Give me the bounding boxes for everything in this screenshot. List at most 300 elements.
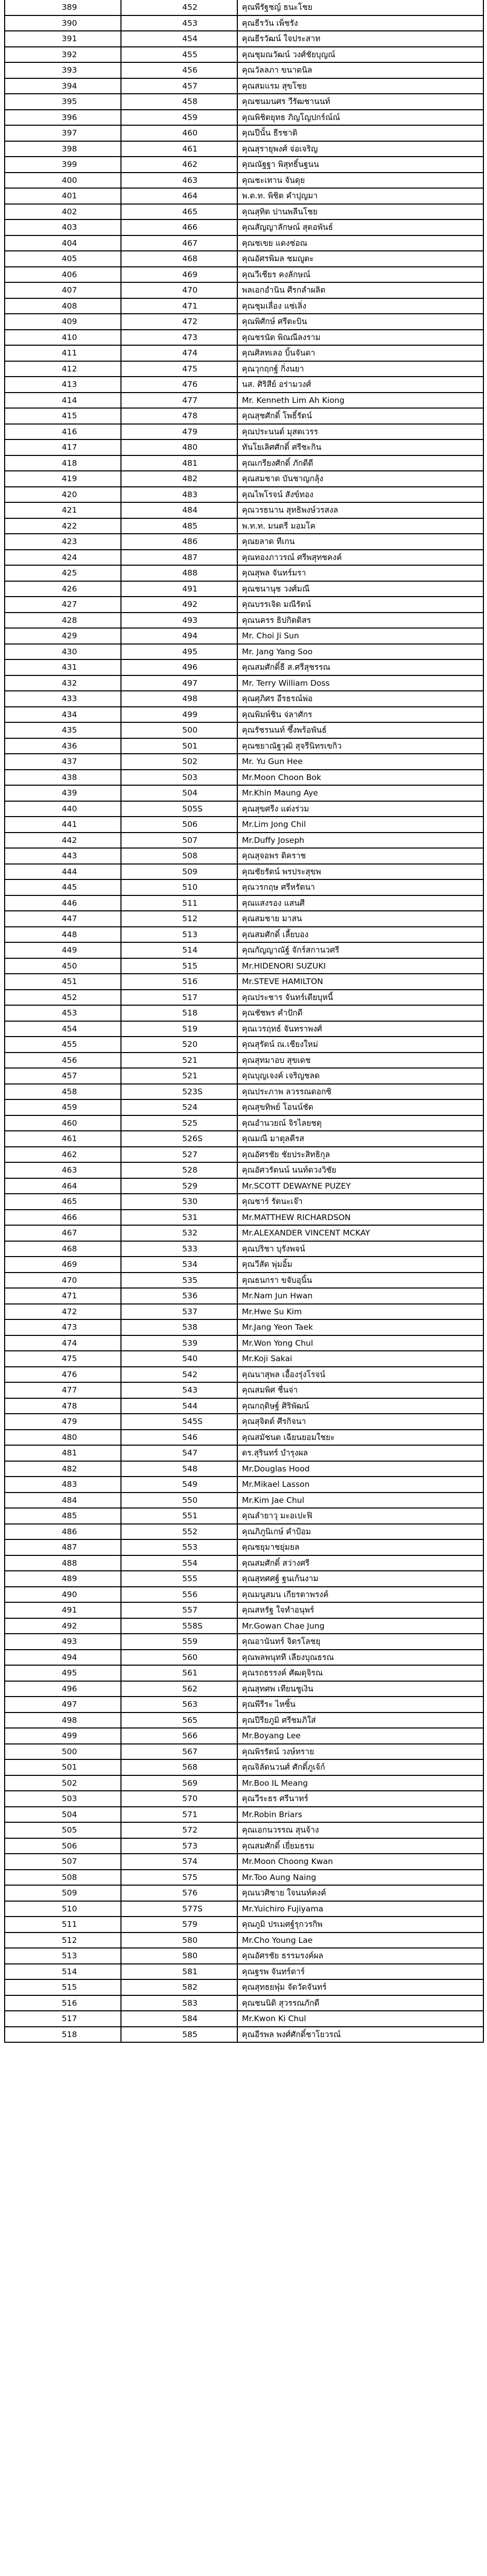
member-code: 505S	[121, 802, 238, 817]
member-name: Mr.Kwon Ki Chul	[238, 2011, 484, 2026]
member-code: 557	[121, 1603, 238, 1618]
table-row	[5, 1336, 484, 1352]
member-name: คุณวีระธร ศรีนาทร์	[238, 1791, 484, 1806]
table-row	[5, 1682, 484, 1698]
member-name: คุณประภาพ ลวรรณดอกซิ	[238, 1084, 484, 1099]
member-name: คุณลำยาวุ มะอเปะฟิ	[238, 1509, 484, 1523]
row-number: 494	[5, 1650, 121, 1665]
member-code: 570	[121, 1791, 238, 1806]
row-number: 510	[5, 1902, 121, 1917]
table-row	[5, 1304, 484, 1320]
row-number: 411	[5, 346, 121, 361]
member-name: คุณชนนิดิ สุวรรณภักดี	[238, 1996, 484, 2011]
row-number: 498	[5, 1713, 121, 1728]
row-number: 514	[5, 1964, 121, 1979]
member-code: 476	[121, 377, 238, 392]
table-row	[5, 1037, 484, 1053]
member-code: 494	[121, 629, 238, 643]
row-number: 429	[5, 629, 121, 643]
table-row	[5, 723, 484, 739]
row-number: 454	[5, 1022, 121, 1037]
table-row	[5, 2027, 484, 2043]
member-name: Mr.Nam Jun Hwan	[238, 1289, 484, 1303]
member-code: 550	[121, 1493, 238, 1508]
member-code: 574	[121, 1854, 238, 1869]
member-code: 518	[121, 1006, 238, 1021]
member-name: คุณสหรัฐ ใจทำอนุพร์	[238, 1603, 484, 1618]
table-row	[5, 691, 484, 707]
table-row	[5, 205, 484, 221]
member-code: 514	[121, 943, 238, 958]
row-number: 491	[5, 1603, 121, 1618]
member-name: คุณสัญญาลักษณ์ สุดอพันธ์	[238, 220, 484, 235]
member-name: Mr.HIDENORI SUZUKI	[238, 959, 484, 974]
member-code: 566	[121, 1728, 238, 1743]
member-name: คุณอานันทร์ จิตรโลชยุ	[238, 1634, 484, 1649]
member-code: 531	[121, 1210, 238, 1225]
member-name: คุณประนนต์ มุสตเวรร	[238, 425, 484, 439]
row-number: 394	[5, 79, 121, 94]
member-code: 552	[121, 1524, 238, 1539]
row-number: 417	[5, 440, 121, 455]
table-row	[5, 314, 484, 330]
member-name: คุณวรกฤษ ศรีหรัตนา	[238, 880, 484, 895]
table-row	[5, 566, 484, 582]
member-code: 498	[121, 691, 238, 706]
row-number: 439	[5, 786, 121, 801]
member-code: 469	[121, 267, 238, 282]
table-row	[5, 1902, 484, 1918]
table-row	[5, 0, 484, 16]
member-name: คุณอีรพล พงศ์ศักดิ์ชาโยวรณ์	[238, 2027, 484, 2042]
member-code: 525	[121, 1116, 238, 1131]
member-name: คุณธีรวัฒน์ ใจประสาท	[238, 31, 484, 46]
member-code: 468	[121, 251, 238, 266]
row-number: 391	[5, 31, 121, 46]
row-number: 432	[5, 676, 121, 691]
member-name: คุณพิรรัตน์ วงษ์ทราย	[238, 1744, 484, 1759]
member-code: 473	[121, 330, 238, 345]
member-code: 539	[121, 1336, 238, 1351]
table-row	[5, 1964, 484, 1980]
member-code: 582	[121, 1980, 238, 1995]
row-number: 458	[5, 1084, 121, 1099]
row-number: 412	[5, 362, 121, 377]
table-row	[5, 739, 484, 755]
table-row	[5, 1728, 484, 1744]
table-row	[5, 94, 484, 110]
member-name: คุณชยุมาชยุ่มยล	[238, 1540, 484, 1555]
member-code: 581	[121, 1964, 238, 1979]
row-number: 418	[5, 456, 121, 471]
row-number: 465	[5, 1194, 121, 1209]
member-name: คุณปริชา บุรังพจน์	[238, 1242, 484, 1257]
row-number: 415	[5, 409, 121, 423]
member-code: 535	[121, 1273, 238, 1288]
member-name: Mr.Robin Briars	[238, 1807, 484, 1822]
member-name: คุณวีสัด พุ่มอิ้ม	[238, 1257, 484, 1272]
member-code: 568	[121, 1760, 238, 1775]
member-code: 558S	[121, 1619, 238, 1634]
member-name: คุณกัญญาณัฐ์ จักร์สกานวศรี	[238, 943, 484, 958]
member-name: คุณสุทมาอบ สุขเดช	[238, 1053, 484, 1068]
member-name: นส. ศิริสีย์ อร่ามวงศ์	[238, 377, 484, 392]
table-row	[5, 1854, 484, 1870]
member-name: คุณสุทธยพุ๋ม จัดวัดจันทร์	[238, 1980, 484, 1995]
member-name: คุณสมแรม สุขโชย	[238, 79, 484, 94]
table-row	[5, 79, 484, 95]
member-code: 565	[121, 1713, 238, 1728]
table-row	[5, 1603, 484, 1619]
row-number: 441	[5, 817, 121, 832]
table-row	[5, 2011, 484, 2027]
member-code: 499	[121, 707, 238, 722]
member-code: 483	[121, 487, 238, 502]
member-code: 573	[121, 1839, 238, 1854]
row-number: 434	[5, 707, 121, 722]
member-code: 533	[121, 1242, 238, 1257]
row-number: 459	[5, 1100, 121, 1115]
member-code: 546	[121, 1430, 238, 1445]
member-name: คุณพิมพ์ชิน จ่ลาศักร	[238, 707, 484, 722]
member-code: 506	[121, 817, 238, 832]
row-number: 446	[5, 896, 121, 911]
row-number: 440	[5, 802, 121, 817]
table-row	[5, 142, 484, 158]
table-row	[5, 1791, 484, 1807]
member-code: 508	[121, 849, 238, 863]
member-name: Mr.Kim Jae Chul	[238, 1493, 484, 1508]
member-name: คุณกฤดิษฐ์ ศิริพัฒน์	[238, 1399, 484, 1414]
table-row	[5, 865, 484, 880]
table-row	[5, 267, 484, 283]
member-name: Mr.Hwe Su Kim	[238, 1304, 484, 1319]
member-code: 572	[121, 1823, 238, 1838]
member-code: 555	[121, 1571, 238, 1586]
member-code: 497	[121, 676, 238, 691]
member-code: 544	[121, 1399, 238, 1414]
member-name: Mr.Khin Maung Aye	[238, 786, 484, 801]
row-number: 484	[5, 1493, 121, 1508]
row-number: 449	[5, 943, 121, 958]
member-code: 536	[121, 1289, 238, 1303]
row-number: 474	[5, 1336, 121, 1351]
member-name: คุณเวรฤทธ์ จันทราพงศ์	[238, 1022, 484, 1037]
table-row	[5, 330, 484, 346]
table-row	[5, 660, 484, 676]
table-row	[5, 943, 484, 959]
member-name: คุณสมศักดิ์ สว่างศรี	[238, 1556, 484, 1571]
member-code: 548	[121, 1462, 238, 1477]
member-name: คุณอัศรชัย ชัยประสิทธิกุล	[238, 1147, 484, 1162]
member-name: คุณวุกฤกฐ์ กิ่งนยา	[238, 362, 484, 377]
table-row	[5, 1839, 484, 1855]
row-number: 413	[5, 377, 121, 392]
member-code: 464	[121, 189, 238, 204]
member-name: คุณชะเทาน จันดุย	[238, 173, 484, 188]
table-row	[5, 31, 484, 47]
member-name: Mr.ALEXANDER VINCENT MCKAY	[238, 1226, 484, 1241]
member-name: คุณนาสุพล เอื้องรุ่งโรจน์	[238, 1367, 484, 1382]
member-name: คุณสุทศศฐ์ ฐนเก้นงาม	[238, 1571, 484, 1586]
row-number: 501	[5, 1760, 121, 1775]
member-code: 537	[121, 1304, 238, 1319]
member-name: Mr. Choi Ji Sun	[238, 629, 484, 643]
member-name: Mr.Moon Choon Bok	[238, 770, 484, 785]
table-row	[5, 1776, 484, 1792]
table-row	[5, 377, 484, 393]
member-code: 495	[121, 645, 238, 659]
row-number: 488	[5, 1556, 121, 1571]
member-code: 521	[121, 1053, 238, 1068]
table-row	[5, 346, 484, 362]
member-name: คุณบรรเจิด มณีรัตน์	[238, 597, 484, 612]
member-code: 554	[121, 1556, 238, 1571]
table-row	[5, 236, 484, 252]
row-number: 414	[5, 393, 121, 408]
member-name: Mr.Won Yong Chul	[238, 1336, 484, 1351]
member-name: Mr.Boyang Lee	[238, 1728, 484, 1743]
table-row	[5, 456, 484, 472]
member-name: คุณอำนวยณ์ จิรไลยชตุ	[238, 1116, 484, 1131]
member-name: Mr.Douglas Hood	[238, 1462, 484, 1477]
member-code: 561	[121, 1666, 238, 1681]
member-name: Mr.Cho Young Lae	[238, 1933, 484, 1948]
member-name: คุณจิลัดนวนศ์ ศักดิ์ภูเจ้ก์	[238, 1760, 484, 1775]
member-name: Mr.Koji Sakai	[238, 1351, 484, 1366]
member-name: คุณสมศักดิ์ เลี้ยบอง	[238, 927, 484, 942]
row-number: 425	[5, 566, 121, 581]
member-name: คุณวีเชียร คงลักษณ์	[238, 267, 484, 282]
member-name: คุณสุทศพ เทียนชูเงิน	[238, 1682, 484, 1697]
member-name: คุณเกรียงศักดิ์ ภักดีดี	[238, 456, 484, 471]
member-code: 551	[121, 1509, 238, 1523]
table-row	[5, 849, 484, 865]
row-number: 473	[5, 1320, 121, 1335]
row-number: 404	[5, 236, 121, 251]
row-number: 409	[5, 314, 121, 329]
member-code: 454	[121, 31, 238, 46]
member-name: Mr. Terry William Doss	[238, 676, 484, 691]
table-row	[5, 1634, 484, 1650]
row-number: 497	[5, 1697, 121, 1712]
row-number: 477	[5, 1383, 121, 1398]
row-number: 423	[5, 534, 121, 549]
row-number: 472	[5, 1304, 121, 1319]
row-number: 513	[5, 1948, 121, 1963]
member-code: 542	[121, 1367, 238, 1382]
table-row	[5, 1053, 484, 1069]
row-number: 437	[5, 754, 121, 769]
row-number: 452	[5, 990, 121, 1005]
table-row	[5, 110, 484, 126]
table-row	[5, 1556, 484, 1572]
member-code: 515	[121, 959, 238, 974]
row-number: 486	[5, 1524, 121, 1539]
table-row	[5, 802, 484, 818]
member-code: 474	[121, 346, 238, 361]
member-name: คุณณัฐฐา พิสุทธิ์นฐนน	[238, 157, 484, 172]
row-number: 468	[5, 1242, 121, 1257]
table-row	[5, 1242, 484, 1258]
row-number: 502	[5, 1776, 121, 1791]
row-number: 427	[5, 597, 121, 612]
table-row	[5, 1886, 484, 1902]
member-code: 521	[121, 1069, 238, 1083]
member-name: คุณนครร ธิปกิตติสร	[238, 613, 484, 628]
row-number: 500	[5, 1744, 121, 1759]
member-name: คุณรถธรรงค์ ศัฒดุจิรณ	[238, 1666, 484, 1681]
table-row	[5, 362, 484, 378]
member-code: 527	[121, 1147, 238, 1162]
row-number: 463	[5, 1163, 121, 1178]
member-code: 481	[121, 456, 238, 471]
row-number: 509	[5, 1886, 121, 1901]
table-row	[5, 425, 484, 440]
member-code: 452	[121, 0, 238, 15]
row-number: 479	[5, 1414, 121, 1429]
member-code: 509	[121, 865, 238, 879]
row-number: 428	[5, 613, 121, 628]
member-code: 511	[121, 896, 238, 911]
member-name: คุณสุจิตต์ ศีรกิจนา	[238, 1414, 484, 1429]
member-name: คุณปีรียภูมิ ศรีชมภิใส่	[238, 1713, 484, 1728]
table-row	[5, 1650, 484, 1666]
table-row	[5, 1462, 484, 1478]
row-number: 421	[5, 503, 121, 518]
member-code: 504	[121, 786, 238, 801]
table-row	[5, 1163, 484, 1179]
table-row	[5, 1179, 484, 1195]
member-code: 534	[121, 1257, 238, 1272]
table-row	[5, 1100, 484, 1116]
member-code: 453	[121, 16, 238, 31]
member-code: 560	[121, 1650, 238, 1665]
row-number: 398	[5, 142, 121, 157]
member-code: 575	[121, 1870, 238, 1885]
row-number: 504	[5, 1807, 121, 1822]
row-number: 389	[5, 0, 121, 15]
row-number: 392	[5, 47, 121, 62]
member-code: 500	[121, 723, 238, 738]
member-name: คุณสุจอพร ติคราช	[238, 849, 484, 863]
row-number: 469	[5, 1257, 121, 1272]
member-code: 491	[121, 582, 238, 597]
member-code: 484	[121, 503, 238, 518]
row-number: 453	[5, 1006, 121, 1021]
member-name: พลเอกอำนิน ศีรกลำผลิต	[238, 283, 484, 298]
member-name: คุณนวศิชาย ใจนนท์คงค์	[238, 1886, 484, 1901]
row-number: 483	[5, 1477, 121, 1492]
member-code: 580	[121, 1948, 238, 1963]
table-row	[5, 16, 484, 32]
member-code: 553	[121, 1540, 238, 1555]
table-row	[5, 1540, 484, 1556]
table-row	[5, 927, 484, 943]
member-name: คุณยลาด ทีเกน	[238, 534, 484, 549]
member-name: คุณพีรัฐชญ์ ธนะโชย	[238, 0, 484, 15]
row-number: 408	[5, 299, 121, 314]
row-number: 507	[5, 1854, 121, 1869]
table-row	[5, 1571, 484, 1587]
table-row	[5, 1823, 484, 1839]
member-code: 520	[121, 1037, 238, 1052]
member-code: 529	[121, 1179, 238, 1194]
member-code: 543	[121, 1383, 238, 1398]
member-code: 547	[121, 1446, 238, 1461]
member-name: คุณสุรายุพงศ์ จ่อเจริญ	[238, 142, 484, 157]
member-code: 479	[121, 425, 238, 439]
row-number: 480	[5, 1430, 121, 1445]
member-name: คุณศุภิศร อีรธรณ์พ่อ	[238, 691, 484, 706]
table-row	[5, 974, 484, 990]
member-code: 562	[121, 1682, 238, 1697]
table-row	[5, 409, 484, 425]
member-code: 472	[121, 314, 238, 329]
row-number: 450	[5, 959, 121, 974]
member-code: 458	[121, 94, 238, 109]
table-row	[5, 393, 484, 409]
member-name: คุณทองภาวรณ์ ศรีพสุทชคงค์	[238, 550, 484, 565]
member-name: Mr.Yuichiro Fujiyama	[238, 1902, 484, 1917]
table-row	[5, 534, 484, 550]
member-code: 478	[121, 409, 238, 423]
row-number: 426	[5, 582, 121, 597]
member-code: 455	[121, 47, 238, 62]
member-name: คุณพิศักษ์ ศรีตะบิน	[238, 314, 484, 329]
member-name: Mr.Gowan Chae Jung	[238, 1619, 484, 1634]
table-row	[5, 1980, 484, 1996]
row-number: 442	[5, 833, 121, 848]
member-code: 482	[121, 471, 238, 486]
row-number: 496	[5, 1682, 121, 1697]
row-number: 448	[5, 927, 121, 942]
member-code: 461	[121, 142, 238, 157]
table-row	[5, 911, 484, 927]
member-name: Mr.Duffy Joseph	[238, 833, 484, 848]
row-number: 416	[5, 425, 121, 439]
table-row	[5, 283, 484, 299]
row-number: 476	[5, 1367, 121, 1382]
member-code: 583	[121, 1996, 238, 2011]
member-code: 485	[121, 519, 238, 534]
member-name: คุณวัลลภา ขนาดนิล	[238, 63, 484, 78]
row-number: 405	[5, 251, 121, 266]
row-number: 478	[5, 1399, 121, 1414]
table-row	[5, 1289, 484, 1304]
table-row	[5, 1226, 484, 1242]
member-code: 580	[121, 1933, 238, 1948]
member-name: คุณอัศวรัตนน์ นนท์ดวงวิชัย	[238, 1163, 484, 1178]
row-number: 485	[5, 1509, 121, 1523]
member-name: คุณพลพนุทที เลียงบุณธรณ	[238, 1650, 484, 1665]
row-number: 490	[5, 1587, 121, 1602]
table-row	[5, 487, 484, 503]
member-code: 463	[121, 173, 238, 188]
table-row	[5, 550, 484, 566]
row-number: 393	[5, 63, 121, 78]
member-code: 556	[121, 1587, 238, 1602]
table-row	[5, 1477, 484, 1493]
table-row	[5, 1666, 484, 1682]
member-name: คุณสมชาย มาสน	[238, 911, 484, 926]
row-number: 435	[5, 723, 121, 738]
member-name: คุณชาร์ รัตนะเจ๊า	[238, 1194, 484, 1209]
member-code: 524	[121, 1100, 238, 1115]
member-code: 512	[121, 911, 238, 926]
row-number: 430	[5, 645, 121, 659]
table-row	[5, 1194, 484, 1210]
